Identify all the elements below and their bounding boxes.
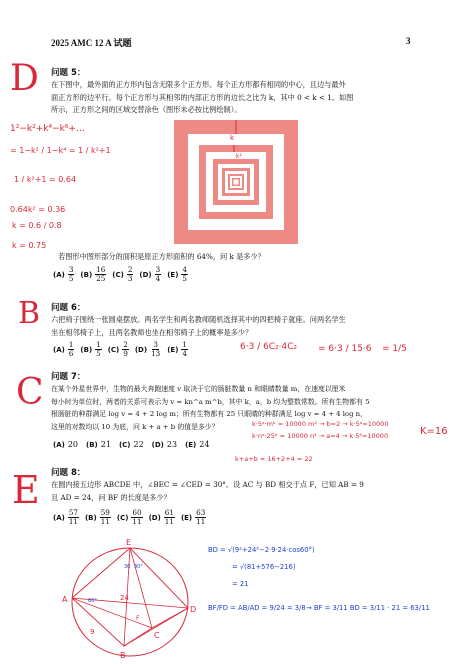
q5-note-1: 1²−k²+k⁴−k⁶+… bbox=[10, 124, 85, 134]
q5-line-2: 面正方形的边平行。每个正方形与其相邻的内部正方形的边长之比为 k，其中 0 < k < 1。如图 bbox=[51, 92, 354, 102]
q6-line-1: 六把椅子围绕一张圆桌摆放。两名学生和两名教师随机选择其中的四把椅子就座。问两名学生 bbox=[51, 315, 346, 324]
q6-note-1: 6·3 / 6C₂·4C₂ bbox=[240, 342, 298, 352]
q8-answer-letter: E bbox=[12, 468, 40, 512]
q6-note-3: = 1/5 bbox=[382, 344, 407, 354]
angle-60-label: 60° bbox=[88, 598, 97, 604]
q5-question: 若图形中图形部分的面积是原正方形面积的 64%，问 k 是多少？ bbox=[58, 252, 265, 261]
point-d-label: D bbox=[190, 605, 197, 614]
q8-note-5: → BF = 3/11 BD = 3/11 · 21 = 63/11 bbox=[306, 604, 430, 612]
q8-note-1: BD = √(9²+24²−2·9·24·cos60°) bbox=[208, 546, 315, 554]
q5-note-5: k = 0.6 / 0.8 bbox=[12, 221, 62, 230]
q5-choice-e[interactable]: (E) $\frac{4}{5}$ bbox=[167, 265, 187, 283]
q5-line-3: 所示，正方形之间的区域交替涂色（图形未必按比例绘制）。 bbox=[51, 105, 242, 114]
q7-answer-letter: C bbox=[16, 372, 44, 413]
point-e-label: E bbox=[126, 538, 132, 547]
q7-choices bbox=[53, 440, 209, 449]
q7-line-3: 根肠脏的种群满足 log v = 4 + 2 log m；所有生物都有 25 只眼睛的种群满足 log v = 4 + 4 log n， bbox=[51, 410, 368, 418]
q7-choice-e[interactable]: (E) 24 bbox=[185, 440, 210, 449]
page-header-title: 2025 AMC 12 A 试题 bbox=[51, 38, 132, 48]
angle-30b-label: 30° bbox=[134, 564, 143, 570]
q8-note-3: = 21 bbox=[232, 580, 249, 588]
q6-note-2: = 6·3 / 15·6 bbox=[318, 344, 372, 354]
q5-choice-d[interactable]: (D) $\frac{3}{4}$ bbox=[139, 265, 161, 283]
q8-choice-b[interactable]: (B) $\frac{59}{11}$ bbox=[84, 508, 110, 526]
q8-line-1: 在圆内接五边形 ABCDE 中，∠BEC = ∠CED = 30°。设 AC 与 BD 相交于点 F，已知 AB = 9 bbox=[51, 480, 364, 489]
q5-text bbox=[51, 79, 421, 117]
page-number: 3 bbox=[406, 36, 411, 46]
side-ab-label: 9 bbox=[90, 628, 95, 636]
q8-title: 问题 8： bbox=[51, 468, 86, 478]
q5-choice-c[interactable]: (C) $\frac{2}{3}$ bbox=[112, 265, 133, 283]
q6-choice-a[interactable]: (A) $\frac{1}{6}$ bbox=[53, 340, 74, 358]
point-f-label: F bbox=[136, 615, 140, 622]
q7-choice-a[interactable]: (A) 20 bbox=[53, 440, 79, 449]
q8-choice-c[interactable]: (C) $\frac{60}{11}$ bbox=[116, 508, 142, 526]
fig-k2-label: k² bbox=[236, 153, 242, 160]
q7-choice-b[interactable]: (B) 21 bbox=[86, 440, 111, 449]
q5-choices bbox=[53, 266, 188, 283]
q6-choice-b[interactable]: (B) $\frac{1}{5}$ bbox=[80, 340, 101, 358]
point-a-label: A bbox=[62, 595, 68, 604]
q6-choices bbox=[53, 341, 188, 358]
q6-choice-d[interactable]: (D) $\frac{3}{13}$ bbox=[134, 340, 161, 358]
q5-answer-letter: D bbox=[10, 58, 39, 99]
q7-line-4: 这里的对数均以 10 为底，问 k + a + b 的值是多少？ bbox=[51, 422, 219, 431]
q8-choice-a[interactable]: (A) $\frac{57}{11}$ bbox=[53, 508, 78, 526]
q5-choice-b[interactable]: (B) $\frac{16}{25}$ bbox=[80, 265, 106, 283]
q7-note-2: k·nᵃ·25ᵇ = 10000 n⁴ → a=4 → k·5⁴=10000 bbox=[252, 432, 389, 440]
q5-note-4: 0.64k² = 0.36 bbox=[10, 205, 66, 214]
q8-circle-diagram bbox=[60, 536, 200, 660]
q6-choice-c[interactable]: (C) $\frac{2}{9}$ bbox=[107, 340, 128, 358]
q5-note-2: = 1−k² / 1−k⁴ = 1 / k²+1 bbox=[10, 146, 111, 155]
q7-choice-c[interactable]: (C) 22 bbox=[118, 440, 144, 449]
q5-choice-a[interactable]: (A) $\frac{3}{5}$ bbox=[53, 265, 74, 283]
q5-note-6: k = 0.75 bbox=[12, 241, 47, 250]
q8-choice-d[interactable]: (D) $\frac{61}{11}$ bbox=[148, 508, 174, 526]
q6-title: 问题 6： bbox=[51, 303, 86, 313]
q5-title: 问题 5： bbox=[51, 68, 86, 78]
nested-squares-figure bbox=[174, 120, 298, 244]
q5-note-3: 1 / k²+1 = 0.64 bbox=[14, 175, 77, 184]
point-c-label: C bbox=[154, 631, 160, 640]
angle-30-label: 30 bbox=[124, 564, 131, 570]
q7-note-3: K=16 bbox=[420, 426, 448, 437]
q6-line-2: 坐在相邻椅子上，且两名教师也坐在相邻椅子上的概率是多少？ bbox=[51, 327, 253, 337]
q8-choices bbox=[53, 509, 206, 526]
q7-note-4: k+a+b = 16+2+4 = 22 bbox=[235, 455, 313, 463]
q7-choice-d[interactable]: (D) 23 bbox=[151, 440, 178, 449]
q6-answer-letter: B bbox=[18, 296, 41, 331]
q8-note-2: = √(81+576−216) bbox=[232, 563, 296, 571]
q6-text bbox=[51, 314, 421, 339]
q7-title: 问题 7： bbox=[51, 372, 86, 382]
q7-line-1: 在某个外星世界中，生物的最大奔跑速度 v 取决于它的肠脏数量 n 和眼睛数量 m，在速度以厘米 bbox=[51, 385, 346, 393]
q7-line-2: 每小时为单位时，两者的关系可表示为 v = kn^a m^b，其中 k，a，b 均为整数常数。所有生物都有 5 bbox=[51, 397, 370, 406]
fig-k-label: k bbox=[230, 134, 235, 142]
q7-note-1: k·5ᵃ·mᵇ = 10000 m² → b=2 → k·5ᵃ=10000 bbox=[252, 420, 389, 428]
q8-text bbox=[51, 479, 421, 504]
side-ad-label: 24 bbox=[120, 594, 129, 602]
q6-choice-e[interactable]: (E) $\frac{1}{4}$ bbox=[167, 340, 187, 358]
point-b-label: B bbox=[120, 651, 126, 660]
q8-note-4: BF/FD = AB/AD = 9/24 = 3/8 bbox=[208, 604, 306, 612]
q8-choice-e[interactable]: (E) $\frac{63}{11}$ bbox=[180, 508, 206, 526]
q8-line-2: 且 AD = 24，问 BF 的长度是多少？ bbox=[51, 492, 171, 502]
q5-line-1: 在下图中，最外面的正方形内包含无限多个正方形。每个正方形都有相同的中心，且边与最外 bbox=[51, 80, 346, 89]
